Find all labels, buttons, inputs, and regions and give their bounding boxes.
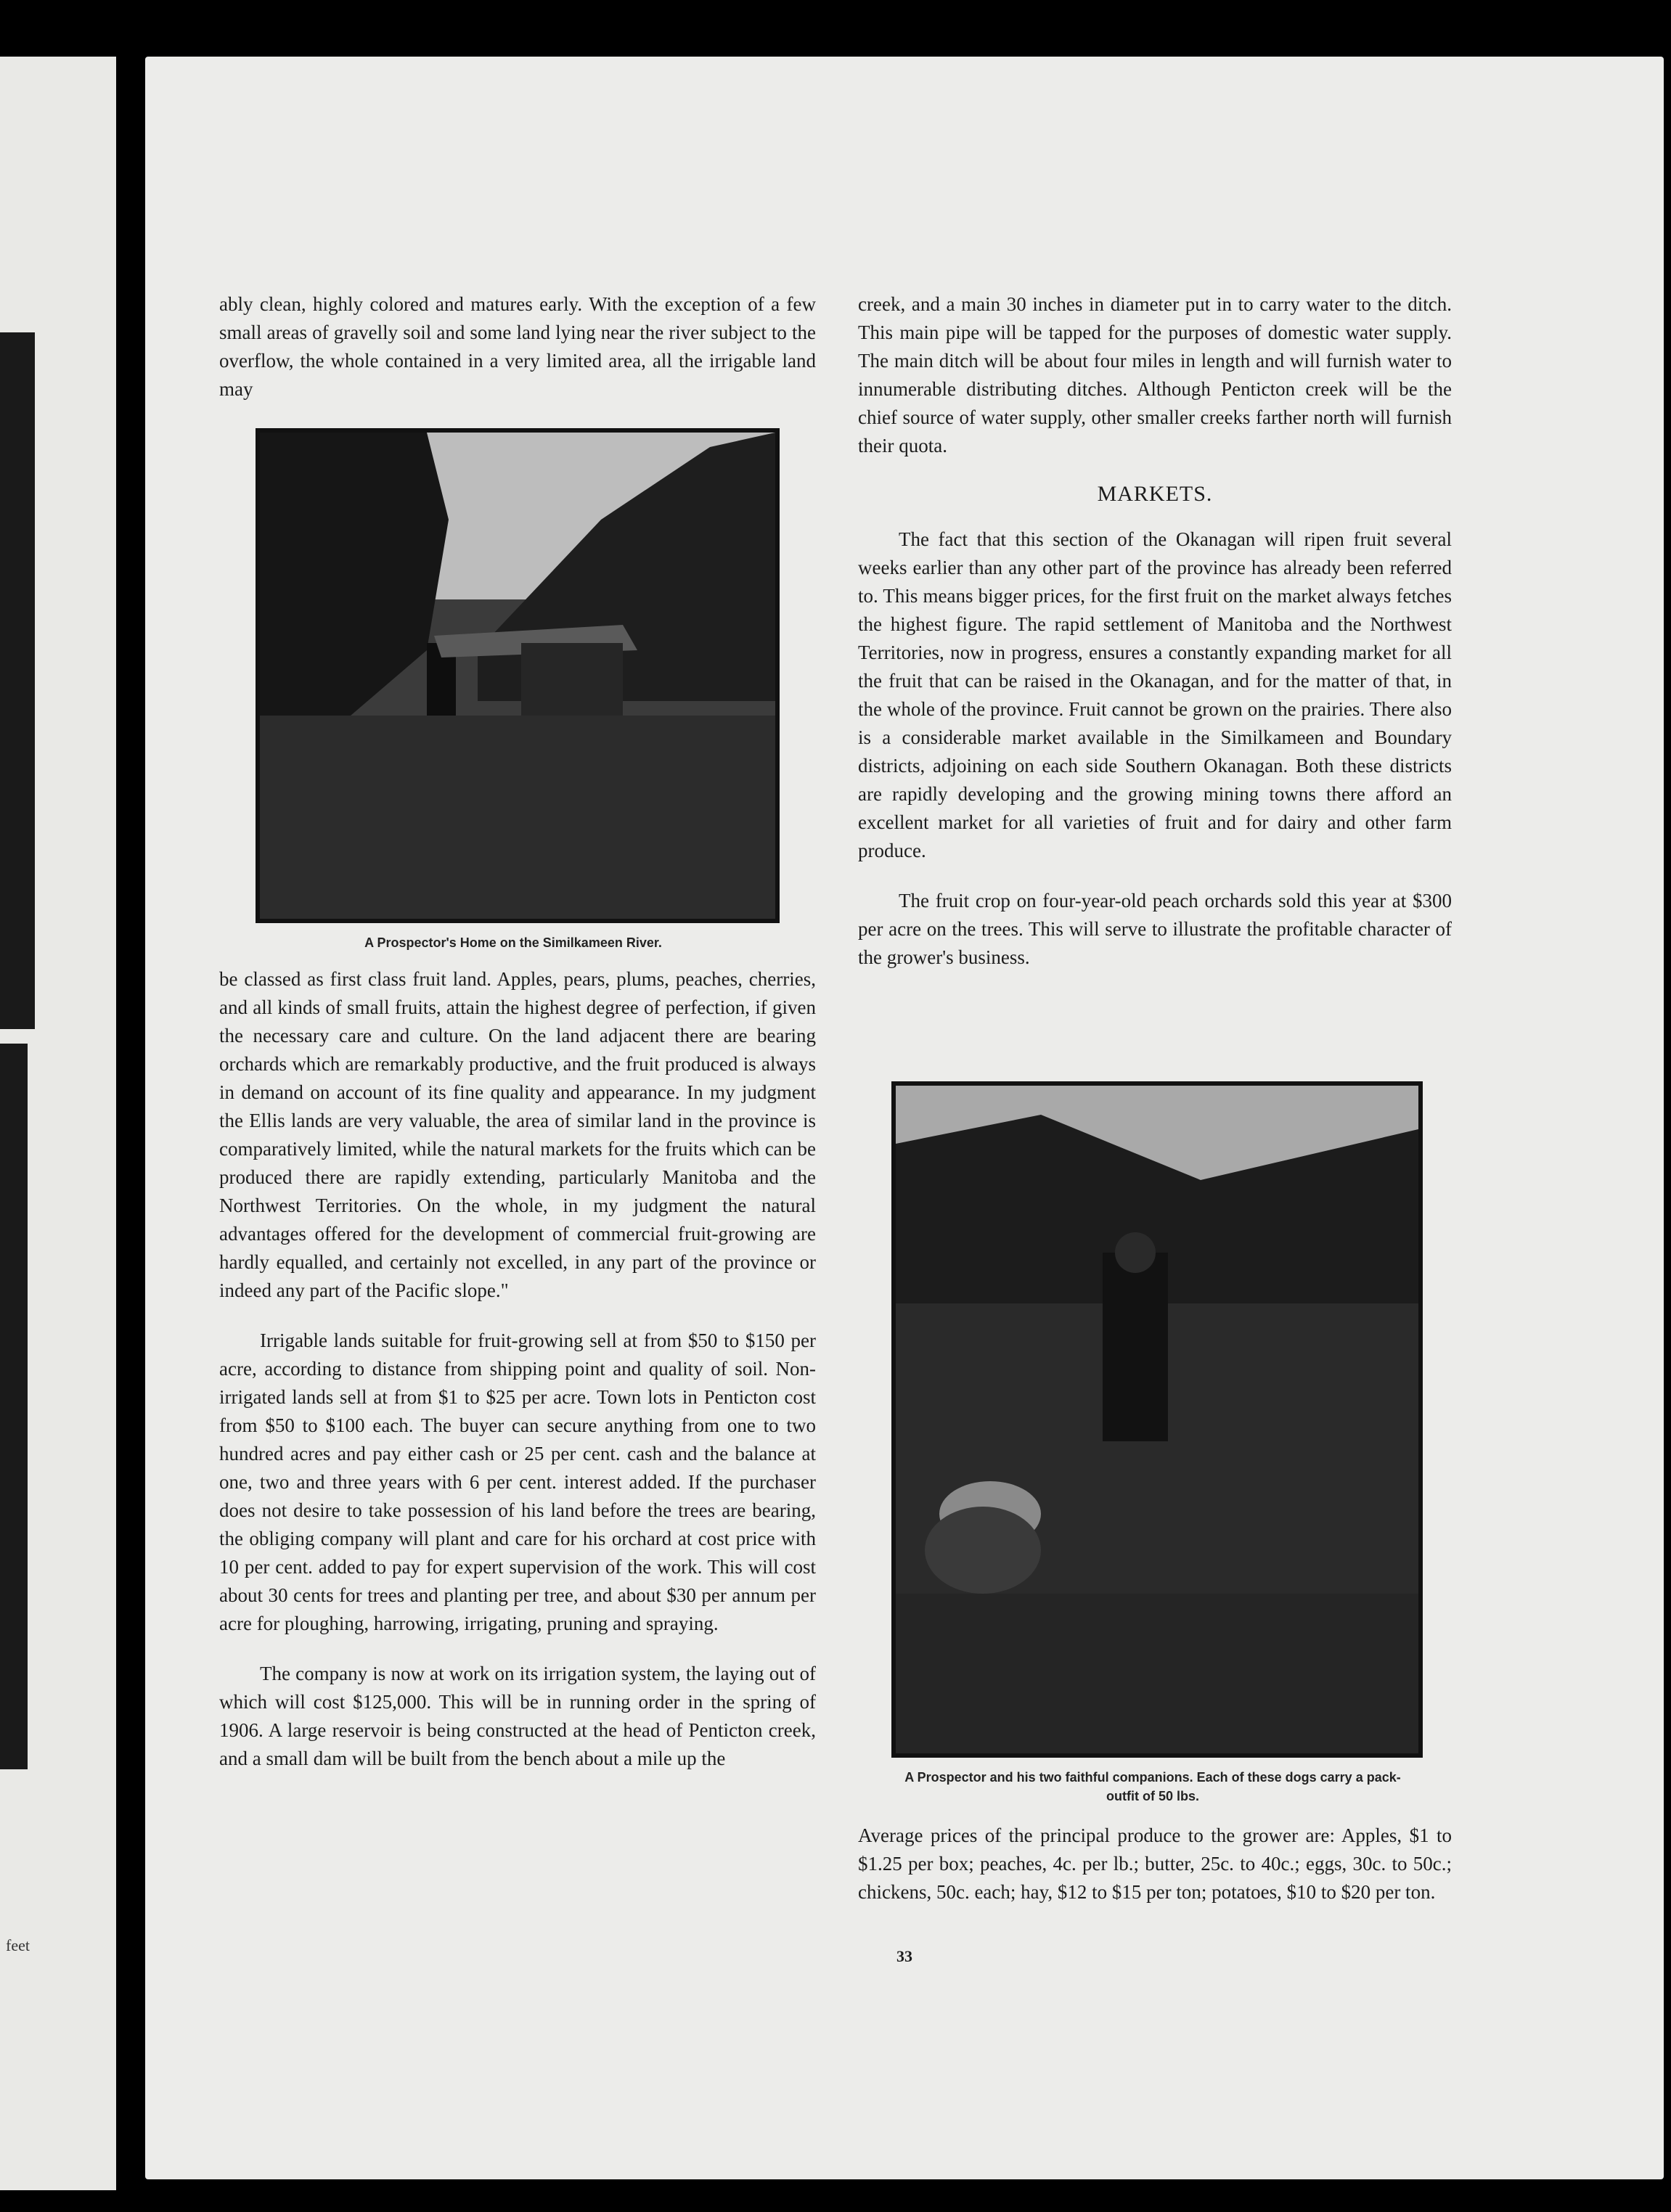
previous-page-text-fragment: feet [6,1936,30,1954]
caption-prospector-dogs: A Prospector and his two faithful companions. Each of these dogs carry a pack-outfit of 50 lbs. [904,1770,1401,1803]
markets-heading: MARKETS. [1097,482,1213,506]
figure-prospector-dogs [891,1081,1423,1806]
right-paragraph-1: The fact that this section of the Okanagan will ripen fruit several weeks earlier than any other part of the province has already been referred to. This means bigger prices, for the first fruit on the market always fetches the highest figure. The rapid settlement of Manitoba and the Northwest Territories, now in progress, ensures a constantly expanding market for all the fruit that can be raised in the Okanagan, and for the matter of that, in the whole of the province. Fruit cannot be grown on the prairies. There also is a considerable market available in the Similkameen and Boundary districts, adjoining on each side Southern Okanagan. Both these districts are rapidly developing and the growing mining towns there afford an excellent market for all varieties of fruit and for dairy and other farm produce. [858,528,1452,861]
left-paragraph-1: be classed as first class fruit land. Apples, pears, plums, peaches, cherries, and all kinds of small fruits, attain the highest degree of perfection, if given the necessary care and culture. On the land adjacent there are bearing orchards which are remarkably productive, and the fruit produced is always in demand on account of its fine quality and appearance. In my judgment the Ellis lands are very valuable, the area of similar land in the province is comparatively limited, while the natural markets for the fruits which can be produced there are rapidly extending, particularly Manitoba and the Northwest Territories. On the whole, in my judgment the natural advantages offered for the development of commercial fruit-growing are hardly equalled, and certainly not excelled, in any part of the province or indeed any part of the Pacific slope." [219,968,816,1301]
previous-page-photo-edge-lower [0,1044,28,1769]
left-paragraph-top: ably clean, highly colored and matures early. With the exception of a few small areas of gravelly soil and some land lying near the river subject to the overflow, the whole contained in a very limited area, all the irrigable land may [219,293,816,400]
photo-prospector-home [256,428,780,923]
left-column-body [219,965,816,1795]
figure-prospector-home [256,428,780,952]
right-paragraph-3: Average prices of the principal produce to the grower are: Apples, $1 to $1.25 per box; peaches, 4c. per lb.; butter, 25c. to 40c.; eggs, 30c. to 50c.; chickens, 50c. each; hay, $12 to $15 per ton; potatoes, $10 to $20 per ton. [858,1824,1452,1903]
prospector-photo-image [896,1086,1418,1753]
left-column-top [219,290,816,425]
previous-page-photo-edge [0,332,35,1029]
photo-prospector-dogs [891,1081,1423,1758]
page-number: 33 [896,1947,912,1965]
right-column-top [858,290,1452,994]
left-paragraph-2: Irrigable lands suitable for fruit-growing sell at from $50 to $150 per acre, according to distance from shipping point and quality of soil. Non-irrigated lands sell at from $1 to $25 per acre. Town lots in Penticton cost from $50 to $100 each. The buyer can secure anything from one to two hundred acres and pay either cash or 25 per cent. cash and the balance at one, two and three years with 6 per cent. interest added. If the purchaser does not desire to take possession of his land before the trees are bearing, the obliging company will plant and care for his orchard at cost price with 10 per cent. added to pay for expert supervision of the work. This will cost about 30 cents for trees and planting per tree, and about $30 per annum per acre for ploughing, harrowing, irrigating, pruning and spraying. [219,1330,816,1634]
caption-prospector-home: A Prospector's Home on the Similkameen River. [364,935,662,950]
right-paragraph-top: creek, and a main 30 inches in diameter put in to carry water to the ditch. This main pipe will be tapped for the purposes of domestic water supply. The main ditch will be about four miles in length and will furnish water to innumerable distributing ditches. Although Penticton creek will be the chief source of water supply, other smaller creeks farther north will furnish their quota. [858,293,1452,456]
left-paragraph-3: The company is now at work on its irrigation system, the laying out of which will cost $125,000. This will be in running order in the spring of 1906. A large reservoir is being constructed at the head of Penticton creek, and a small dam will be built from the bench about a mile up the [219,1663,816,1769]
right-paragraph-2: The fruit crop on four-year-old peach orchards sold this year at $300 per acre on the trees. This will serve to illustrate the profitable character of the grower's business. [858,890,1452,968]
magazine-page [145,57,1664,2179]
previous-page-edge [0,57,116,2190]
right-column-bottom [858,1822,1452,1928]
cabin-photo-image [260,433,775,919]
